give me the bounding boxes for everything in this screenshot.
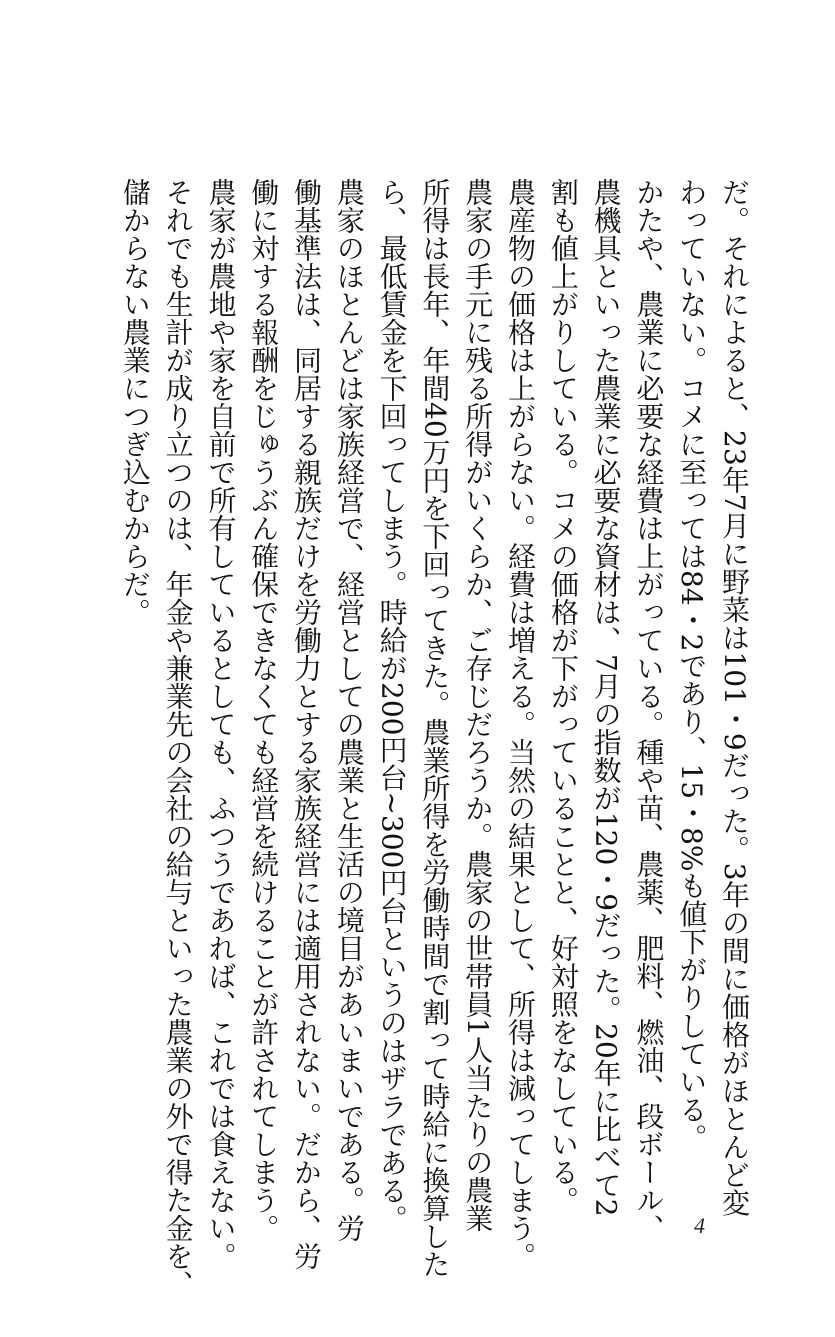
text-line-4: 農機具といった農業に必要な資材は、7月の指数が120・9だった。20年に比べて2 <box>589 178 623 1217</box>
text-line-13: 農家が農地や家を自前で所有しているとしても、ふつうであれば、これでは食えない。 <box>204 178 238 1270</box>
page-number: 4 <box>694 1213 705 1238</box>
text-line-11: 働基準法は、同居する親族だけを労働力とする家族経営には適用されない。だから、労 <box>290 178 324 1270</box>
text-line-12: 働に対する報酬をじゅうぶん確保できなくても経営を続けることが許されてしまう。 <box>247 178 281 1242</box>
text-line-3: かたや、農業に必要な経費は上がっている。種や苗、農薬、肥料、燃油、段ボール、 <box>632 178 666 1242</box>
text-line-15: 儲からない農業につぎ込むからだ。 <box>118 178 152 626</box>
text-line-6: 農産物の価格は上がらない。経費は増える。当然の結果として、所得は減ってしまう。 <box>504 178 538 1270</box>
vertical-body-text <box>75 178 755 1298</box>
text-line-10: 農家のほとんどは家族経営で、経営としての農業と生活の境目があいまいである。労 <box>332 178 366 1242</box>
text-line-5: 割も値上がりしている。コメの価格が下がっていることと、好対照をなしている。 <box>546 178 580 1214</box>
text-line-8: 所得は長年、年間40万円を下回ってきた。農業所得を労働時間で割って時給に換算した <box>418 178 452 1278</box>
text-line-9: ら、最低賃金を下回ってしまう。時給が200円台~300円台というのはザラである。 <box>375 178 409 1233</box>
text-line-14: それでも生計が成り立つのは、年金や兼業先の会社の給与といった農業の外で得た金を、 <box>161 178 195 1298</box>
text-line-7: 農家の手元に残る所得がいくらか、ご存じだろうか。農家の世帯員1人当たりの農業 <box>461 178 495 1232</box>
text-line-1: だ。それによると、23年7月に野菜は101・9だった。3年の間に価格がほとんど変 <box>718 178 751 1217</box>
text-line-2: わっていない。コメに至っては84・2であり、15・8%も値下がりしている。 <box>675 178 709 1152</box>
